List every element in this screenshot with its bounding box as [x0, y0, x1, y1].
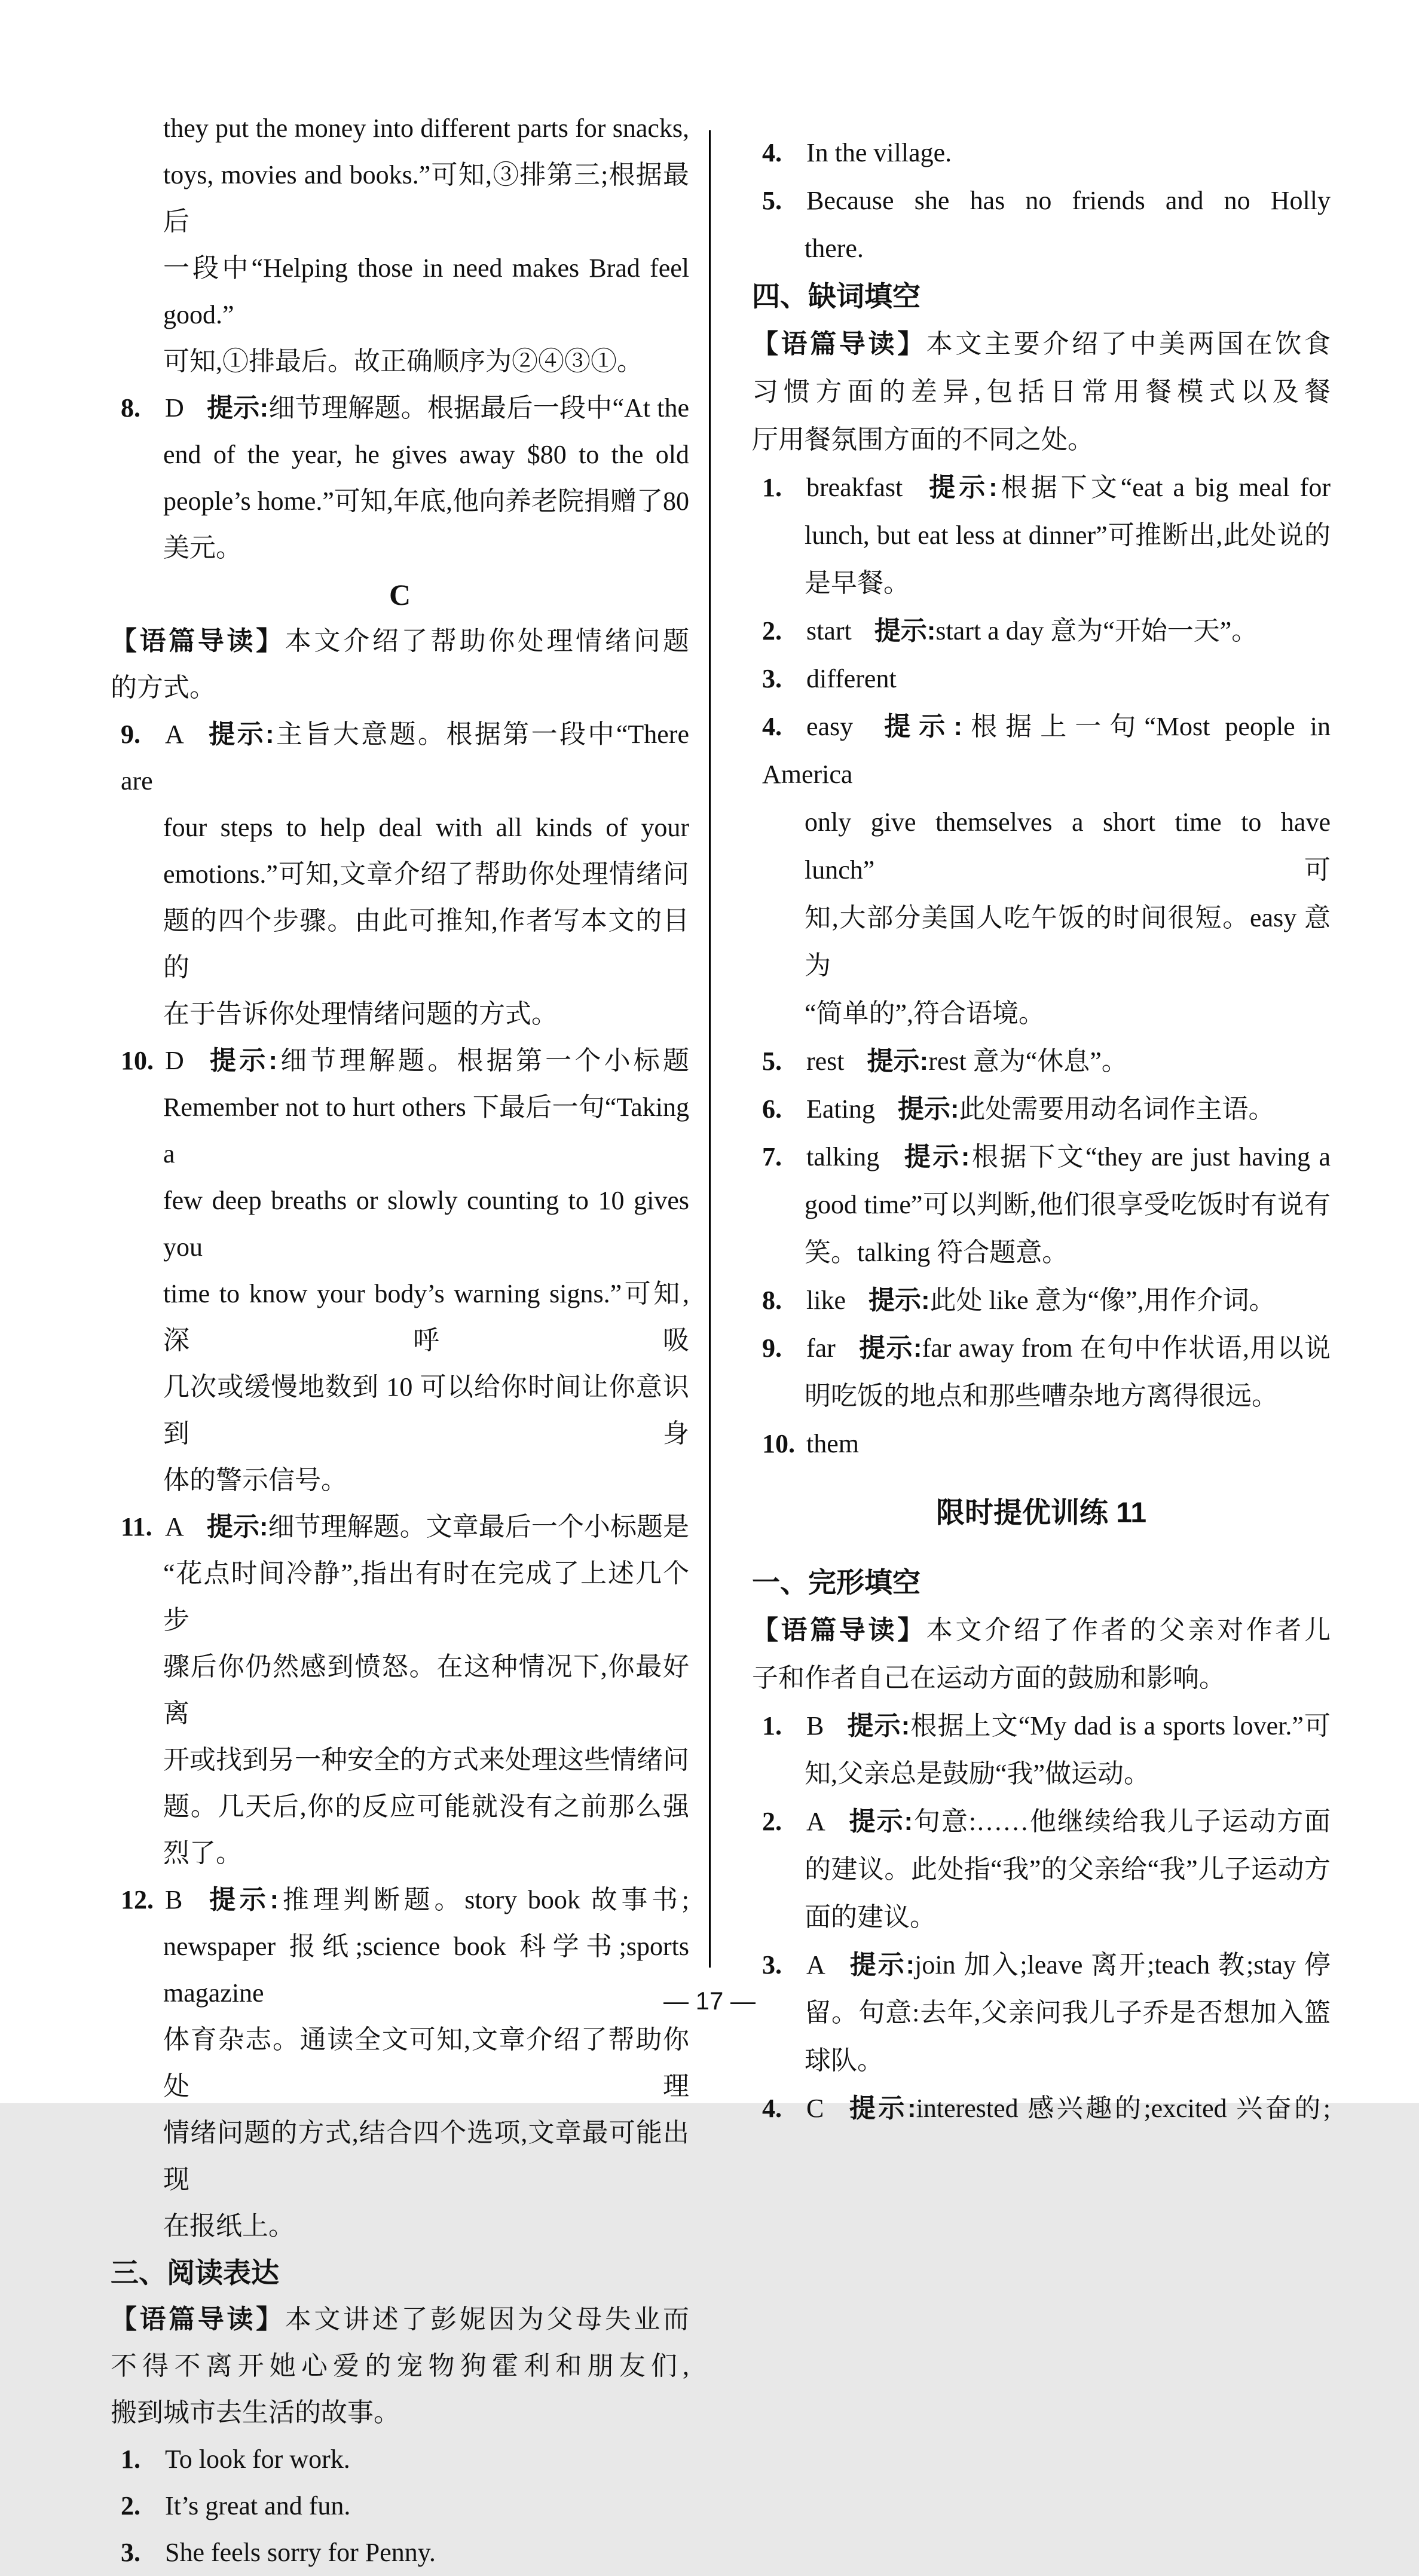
tip-label: 提示:: [206, 720, 274, 749]
answer-item-first-line: [762, 1038, 1331, 1085]
answer-item-first-line: [762, 177, 1331, 225]
text-line: 知,父亲总是鼓励“我”做运动。: [805, 1759, 1151, 1788]
answer-explanation: 根据上文“My dad is a sports lover.”可: [910, 1711, 1331, 1740]
answer-letter: A: [165, 720, 184, 749]
text-line: 搬到城市去生活的故事。: [111, 2398, 400, 2427]
tip-label: 提示:: [846, 2094, 916, 2123]
answer-item: [752, 703, 1331, 1038]
text-line: 是早餐。: [805, 568, 910, 598]
text-line: time to know your body’s warning signs.”可知,深呼吸: [163, 1279, 689, 1355]
guide-text: 本文介绍了作者的父亲对作者儿: [926, 1616, 1331, 1645]
left-column: [111, 105, 689, 2576]
tip-label: 提示:: [206, 1512, 268, 1541]
answer-explanation: 推理判断题。story book 故事书;: [279, 1885, 689, 1914]
item-number: 3.: [762, 664, 782, 693]
text-line: [111, 2296, 689, 2343]
answer-item-first-line: [121, 1504, 689, 1550]
answer-item: [752, 464, 1331, 607]
text-line: four steps to help deal with all kinds of your: [163, 813, 689, 842]
page-number: — 17 —: [663, 1987, 756, 2015]
item-number: 2.: [762, 1807, 782, 1836]
tip-label: 提示:: [868, 1286, 930, 1315]
item-number: 12.: [121, 1885, 154, 1914]
guide-label: 【语篇导读】: [111, 2305, 285, 2334]
answer-letter: A: [165, 1512, 184, 1541]
answer-explanation: It’s great and fun.: [165, 2491, 351, 2520]
answer-word: easy: [806, 712, 854, 741]
text-line: 题。几天后,你的反应可能就没有之前那么强: [163, 1792, 689, 1821]
answer-item: [752, 1702, 1331, 1798]
answer-word: talking: [806, 1142, 880, 1171]
answer-word: like: [806, 1286, 846, 1315]
text-line: good time”可以判断,他们很享受吃饭时有说有: [805, 1190, 1331, 1219]
answer-word: rest: [806, 1047, 845, 1076]
text-line: 留。句意:去年,父亲问我儿子乔是否想加入篮: [805, 1998, 1331, 2027]
text-line: 子和作者自己在运动方面的鼓励和影响。: [752, 1663, 1225, 1693]
answer-explanation: 此处需要用动名词作主语。: [959, 1094, 1275, 1124]
answer-letter: B: [165, 1885, 183, 1914]
answer-item: [111, 2529, 689, 2576]
answer-word: start: [806, 616, 852, 645]
text-line: 题的四个步骤。由此可推知,作者写本文的目的: [163, 906, 689, 982]
item-number: 8.: [121, 393, 140, 423]
text-line: 习惯方面的差异,包括日常用餐模式以及餐: [752, 377, 1331, 406]
text-line: 明吃饭的地点和那些嘈杂地方离得很远。: [805, 1381, 1278, 1411]
passage-guide: [111, 618, 689, 711]
answer-explanation: 主旨大意题。根据第一段中“There are: [121, 720, 689, 796]
section-heading: 三、阅读表达: [111, 2257, 279, 2289]
answer-item: [111, 2436, 689, 2483]
item-number: 9.: [762, 1333, 782, 1363]
answer-item-first-line: [762, 1702, 1331, 1750]
answer-item-first-line: [762, 129, 1331, 177]
passage-guide: [111, 2296, 689, 2436]
answer-explanation: 此处 like 意为“像”,用作介词。: [929, 1286, 1276, 1315]
text-line: 烈了。: [163, 1838, 242, 1868]
text-line: 美元。: [163, 533, 242, 562]
tip-label: 提示:: [925, 473, 998, 502]
answer-item-first-line: [121, 385, 689, 432]
item-number: 7.: [762, 1142, 782, 1171]
answer-item: [752, 1277, 1331, 1324]
tip-label: 提示:: [858, 1333, 922, 1363]
text-line: people’s home.”可知,年底,他向养老院捐赠了80: [163, 487, 689, 516]
item-number: 3.: [762, 1950, 782, 1980]
answer-explanation: join 加入;leave 离开;teach 教;stay 停: [915, 1950, 1331, 1980]
answer-letter: D: [165, 1046, 184, 1075]
answer-letter: A: [806, 1950, 825, 1980]
text-line: 骤后你仍然感到愤怒。在这种情况下,你最好离: [163, 1652, 689, 1728]
answer-word: them: [806, 1429, 859, 1458]
text-line: 几次或缓慢地数到 10 可以给你时间让你意识到身: [163, 1372, 689, 1448]
passage-letter-heading: C: [389, 578, 411, 611]
guide-label: 【语篇导读】: [752, 1616, 926, 1645]
section-heading: 一、完形填空: [752, 1567, 920, 1598]
tip-label: 提示:: [848, 1807, 913, 1836]
item-number: 1.: [121, 2445, 140, 2474]
text-line: 面的建议。: [805, 1902, 936, 1932]
answer-item: [752, 655, 1331, 703]
item-number: 1.: [762, 1711, 782, 1740]
text-line: 笑。talking 符合题意。: [805, 1238, 1069, 1267]
answer-item-first-line: [762, 607, 1331, 655]
answer-letter: C: [806, 2094, 824, 2123]
answer-explanation: To look for work.: [165, 2445, 350, 2474]
answer-item: [752, 2085, 1331, 2133]
item-number: 1.: [762, 473, 782, 502]
answer-word: Eating: [806, 1094, 875, 1124]
text-line: there.: [805, 234, 864, 263]
item-number: 4.: [762, 712, 782, 741]
answer-item-first-line: [121, 2436, 689, 2483]
section-heading: 四、缺词填空: [752, 280, 920, 312]
answer-explanation: In the village.: [806, 138, 952, 167]
text-line: 开或找到另一种安全的方式来处理这些情绪问: [163, 1745, 689, 1775]
text-line: lunch, but eat less at dinner”可推断出,此处说的: [805, 521, 1331, 550]
text-line: [752, 1607, 1331, 1654]
text-line: 不得不离开她心爱的宠物狗霍利和朋友们,: [111, 2351, 689, 2381]
text-line: end of the year, he gives away $80 to the old: [163, 440, 689, 469]
answer-item-first-line: [121, 1877, 689, 1923]
text-line: 厅用餐氛围方面的不同之处。: [752, 425, 1094, 454]
guide-text: 本文讲述了彭妮因为父母失业而: [285, 2305, 690, 2334]
text-line: [111, 618, 689, 665]
tip-label: 提示:: [874, 616, 936, 645]
text-line: toys, movies and books.”可知,③排第三;根据最后: [163, 160, 689, 236]
item-number: 3.: [121, 2538, 140, 2567]
answer-explanation: 句意:……他继续给我儿子运动方面: [913, 1807, 1331, 1836]
text-line: 的方式。: [111, 673, 216, 702]
item-number: 8.: [762, 1286, 782, 1315]
answer-explanation: She feels sorry for Penny.: [165, 2538, 436, 2567]
page-footer: [0, 1983, 1419, 2019]
tip-label: 提示:: [867, 1047, 929, 1076]
tip-label: 提示:: [876, 712, 963, 741]
answer-item: [752, 1038, 1331, 1085]
item-number: 2.: [121, 2491, 140, 2520]
answer-item-first-line: [762, 1798, 1331, 1846]
answer-item: [111, 2483, 689, 2529]
answer-item: [111, 385, 689, 571]
continued-paragraph: [111, 105, 689, 385]
answer-word: breakfast: [806, 473, 903, 502]
answer-item-first-line: [121, 2529, 689, 2576]
answer-explanation: 根据下文“eat a big meal for: [997, 473, 1331, 502]
column-divider: [709, 130, 711, 1968]
text-line: only give themselves a short time to have lunch”可: [805, 807, 1331, 885]
answer-item-first-line: [762, 655, 1331, 703]
answer-explanation: start a day 意为“开始一天”。: [935, 616, 1258, 645]
text-line: [752, 320, 1331, 368]
text-line: 在报纸上。: [163, 2211, 295, 2241]
answer-item-first-line: [762, 464, 1331, 512]
text-line: emotions.”可知,文章介绍了帮助你处理情绪问: [163, 859, 689, 889]
text-line: 知,大部分美国人吃午饭的时间很短。easy 意为: [805, 903, 1331, 980]
item-number: 5.: [762, 186, 782, 215]
answer-item: [752, 607, 1331, 655]
text-line: they put the money into different parts for snacks,: [163, 114, 689, 143]
text-line: “花点时间冷静”,指出有时在完成了上述几个步: [163, 1559, 689, 1635]
answer-explanation: rest 意为“休息”。: [928, 1047, 1128, 1076]
text-line: 情绪问题的方式,结合四个选项,文章最可能出现: [163, 2118, 689, 2194]
right-column: [752, 129, 1331, 2133]
answer-letter: D: [165, 393, 184, 423]
text-line: 体的警示信号。: [163, 1466, 347, 1495]
item-number: 11.: [121, 1512, 152, 1541]
item-number: 9.: [121, 720, 140, 749]
answer-item-first-line: [762, 1420, 1331, 1468]
tip-label: 提示:: [902, 1142, 970, 1171]
item-number: 4.: [762, 2094, 782, 2123]
text-line: 球队。: [805, 2046, 883, 2075]
answer-word: different: [806, 664, 897, 693]
answer-item-first-line: [762, 1133, 1331, 1181]
tip-label: 提示:: [846, 1711, 910, 1740]
guide-label: 【语篇导读】: [111, 626, 285, 656]
answer-item: [111, 1877, 689, 2250]
answer-item: [752, 177, 1331, 273]
answer-explanation: 细节理解题。根据第一个小标题: [277, 1046, 689, 1075]
answer-item-first-line: [762, 703, 1331, 799]
guide-text: 本文主要介绍了中美两国在饮食: [926, 329, 1331, 359]
answer-explanation: 根据上一句“Most people in America: [762, 712, 1331, 789]
answer-explanation: 细节理解题。根据最后一段中“At the: [268, 393, 689, 423]
guide-label: 【语篇导读】: [752, 329, 926, 359]
item-number: 4.: [762, 138, 782, 167]
answer-letter: B: [806, 1711, 824, 1740]
answer-letter: A: [806, 1807, 825, 1836]
text-line: 在于告诉你处理情绪问题的方式。: [163, 999, 558, 1029]
text-line: Remember not to hurt others 下最后一句“Taking a: [163, 1093, 689, 1168]
answer-item: [752, 1085, 1331, 1133]
tip-label: 提示:: [206, 1046, 278, 1075]
item-number: 2.: [762, 616, 782, 645]
answer-explanation: Because she has no friends and no Holly: [806, 186, 1331, 215]
guide-text: 本文介绍了帮助你处理情绪问题: [285, 626, 690, 656]
answer-explanation: 根据下文“they are just having a: [970, 1142, 1331, 1171]
tip-label: 提示:: [205, 1885, 279, 1914]
answer-item: [752, 1324, 1331, 1420]
text-line: 一段中“Helping those in need makes Brad feel good.”: [163, 253, 689, 329]
text-line: “简单的”,符合语境。: [805, 999, 1045, 1028]
answer-item: [752, 1420, 1331, 1468]
text-line: 体育杂志。通读全文可知,文章介绍了帮助你处理: [163, 2025, 689, 2101]
item-number: 10.: [762, 1429, 795, 1458]
answer-item-first-line: [762, 1941, 1331, 1989]
text-line: newspaper 报纸;science book 科学书;sports magazine: [163, 1932, 689, 2008]
answer-word: far: [806, 1333, 836, 1363]
text-line: 可知,①排最后。故正确顺序为②④③①。: [163, 347, 643, 376]
answer-item: [752, 1133, 1331, 1277]
answer-item-first-line: [121, 2483, 689, 2529]
text-line: 的建议。此处指“我”的父亲给“我”儿子运动方: [805, 1855, 1331, 1884]
tip-label: 提示:: [848, 1950, 915, 1980]
passage-guide: [752, 1607, 1331, 1702]
answer-item-first-line: [762, 1324, 1331, 1372]
answer-item-first-line: [762, 2085, 1331, 2133]
answer-explanation: 细节理解题。文章最后一个小标题是: [268, 1512, 690, 1541]
item-number: 10.: [121, 1046, 154, 1075]
answer-item-first-line: [762, 1085, 1331, 1133]
tip-label: 提示:: [206, 393, 269, 423]
answer-item-first-line: [121, 711, 689, 804]
answer-item: [752, 1798, 1331, 1941]
exercise-set-title: 限时提优训练 11: [935, 1497, 1147, 1529]
item-number: 6.: [762, 1094, 782, 1124]
passage-guide: [752, 320, 1331, 464]
answer-explanation: far away from 在句中作状语,用以说: [922, 1333, 1331, 1363]
answer-item: [111, 1038, 689, 1504]
answer-item: [111, 711, 689, 1038]
text-line: few deep breaths or slowly counting to 10 gives you: [163, 1186, 689, 1262]
tip-label: 提示:: [897, 1094, 959, 1124]
answer-item: [752, 129, 1331, 177]
answer-item-first-line: [121, 1038, 689, 1084]
answer-item: [111, 1504, 689, 1877]
answer-item-first-line: [762, 1277, 1331, 1324]
item-number: 5.: [762, 1047, 782, 1076]
answer-explanation: interested 感兴趣的;excited 兴奋的;: [916, 2094, 1331, 2123]
